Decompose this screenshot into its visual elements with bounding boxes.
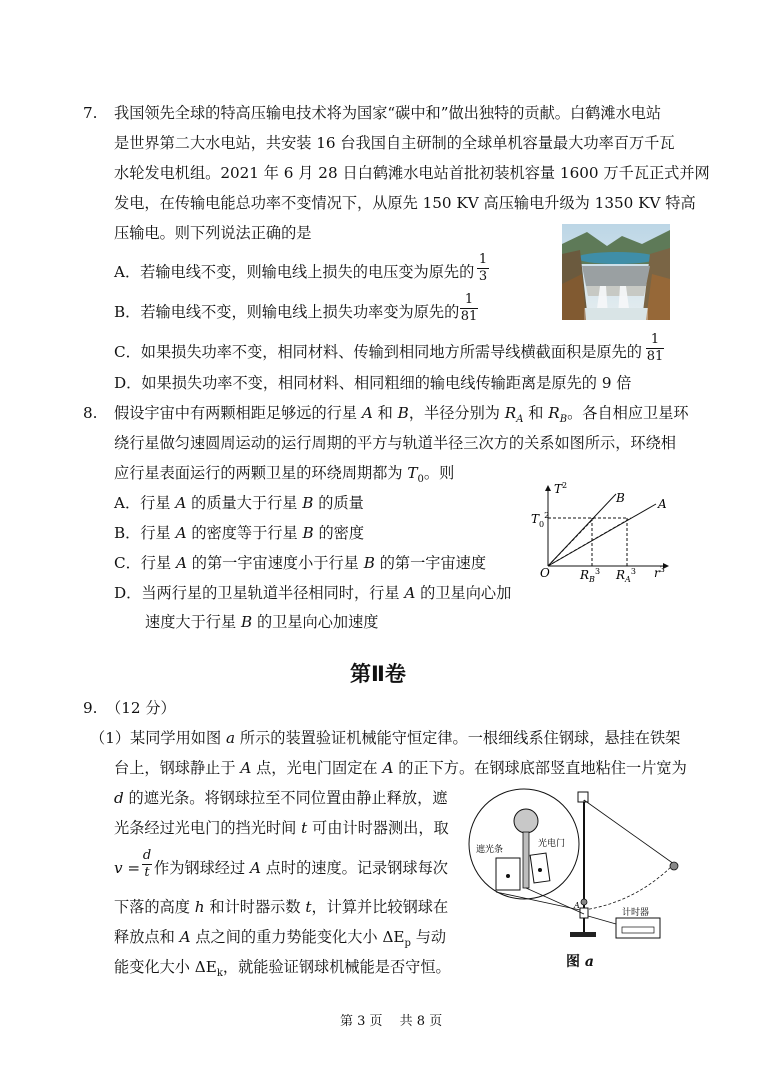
ra-label: $R_A^3$ <box>616 567 636 584</box>
page-footer: 第 3 页 共 8 页 <box>340 1014 443 1029</box>
timer-cable <box>588 916 616 924</box>
section-title: 第Ⅱ卷 <box>350 662 406 686</box>
q7-option-a: A．若输电线不变，则输电线上损失的电压变为原先的 <box>114 263 475 281</box>
x-axis-label: $r^3$ <box>654 565 665 580</box>
q9-score: （12 分） <box>106 699 176 717</box>
q7-option-b-fraction: 1 81 <box>460 292 478 324</box>
string-raised <box>584 800 674 864</box>
q9-para-line-5b: 作为钢球经过 A 点时的速度。记录钢球每次 <box>154 859 448 877</box>
q9-para-line-6: 下落的高度 h 和计时器示数 t，计算并比较钢球在 <box>114 898 449 916</box>
q8-option-c: C．行星 A 的第一宇宙速度小于行星 B 的第一宇宙速度 <box>114 554 487 572</box>
stand-base <box>570 932 596 937</box>
y-axis-label: $T^2$ <box>554 481 568 496</box>
label-shading-strip: 遮光条 <box>476 845 504 855</box>
label-photogate: 光电门 <box>538 839 566 849</box>
clamp-top <box>578 792 588 802</box>
q8-option-a: A．行星 A 的质量大于行星 B 的质量 <box>114 494 364 512</box>
q7-line-3: 水轮发电机组。2021 年 6 月 28 日白鹤滩水电站首批初装机容量 1600 万千瓦正式并网 <box>114 164 710 182</box>
figure-a <box>466 784 692 950</box>
line-a-label: A <box>658 497 667 511</box>
t0-label: $T_0^2$ <box>531 511 550 529</box>
label-timer: 计时器 <box>622 908 650 918</box>
origin-label: O <box>540 566 550 580</box>
q7-line-1: 我国领先全球的特高压输电技术将为国家“碳中和”做出独特的贡献。白鹤滩水电站 <box>114 104 662 122</box>
q7-option-b: B．若输电线不变，则输电线上损失功率变为原先的 <box>114 303 460 321</box>
q8-number: 8. <box>83 404 98 422</box>
q9-para-line-3: d 的遮光条。将钢球拉至不同位置由静止释放，遮 <box>114 789 448 807</box>
q9-velocity-fraction: d t <box>142 848 152 880</box>
swing-arc <box>584 864 674 910</box>
timer-display <box>622 927 654 933</box>
line-b-label: B <box>616 491 625 505</box>
q9-para-line-1: （1）某同学用如图 a 所示的装置验证机械能守恒定律。一根细线系住钢球，悬挂在铁架 <box>90 729 681 747</box>
figure-a-caption: 图 a <box>566 954 594 970</box>
line-b <box>548 494 616 566</box>
q7-option-c-fraction: 1 81 <box>646 332 664 364</box>
q7-option-d: D．如果损失功率不变，相同材料、相同粗细的输电线传输距离是原先的 9 倍 <box>114 374 632 392</box>
steel-ball-raised <box>670 862 678 870</box>
q7-option-a-fraction: 1 3 <box>478 252 488 284</box>
dam-photo <box>562 224 670 320</box>
q9-para-line-5: v = <box>114 859 141 877</box>
q8-line-1: 假设宇宙中有两颗相距足够远的行星 A 和 B，半径分别为 $R_A$ 和 $R_B$。各自相应卫星环 <box>114 404 689 426</box>
q7-number: 7. <box>83 104 98 122</box>
q8-option-d-line-2: 速度大于行星 B 的卫星向心加速度 <box>145 613 379 631</box>
gate-dot-left <box>506 874 510 878</box>
q8-line-3: 应行星表面运行的两颗卫星的环绕周期都为 $T_0$。则 <box>114 464 455 486</box>
q8-graph <box>528 480 674 586</box>
label-point-a: A <box>574 901 580 910</box>
q9-para-line-4: 光条经过光电门的挡光时间 t 可由计时器测出，取 <box>114 819 449 837</box>
shading-strip <box>523 832 529 888</box>
q9-number: 9. <box>83 699 98 717</box>
rb-label: $R_B^3$ <box>580 567 601 584</box>
steel-ball-rest <box>581 899 587 905</box>
q8-option-d-line-1: D．当两行星的卫星轨道半径相同时，行星 A 的卫星向心加 <box>114 584 512 602</box>
q7-option-c: C．如果损失功率不变，相同材料、传输到相同地方所需导线横截面积是原先的 <box>114 343 642 361</box>
q9-para-line-2: 台上，钢球静止于 A 点，光电门固定在 A 的正下方。在钢球底部竖直地粘住一片宽为 <box>114 759 687 777</box>
steel-ball-zoom <box>514 809 538 833</box>
q7-line-5: 压输电。则下列说法正确的是 <box>114 224 312 242</box>
q8-line-2: 绕行星做匀速圆周运动的运行周期的平方与轨道半径三次方的关系如图所示，环绕相 <box>114 434 676 452</box>
q7-line-2: 是世界第二大水电站，共安装 16 台我国自主研制的全球单机容量最大功率百万千瓦 <box>114 134 675 152</box>
q9-para-line-8: 能变化大小 $\Delta E_k$，就能验证钢球机械能是否守恒。 <box>114 958 451 980</box>
q8-option-b: B．行星 A 的密度等于行星 B 的密度 <box>114 524 365 542</box>
q7-line-4: 发电，在传输电能总功率不变情况下，从原先 150 KV 高压输电升级为 1350 KV 特高 <box>114 194 696 212</box>
zoom-line-2 <box>496 892 580 910</box>
q9-para-line-7: 释放点和 A 点之间的重力势能变化大小 $\Delta E_p$ 与动 <box>114 928 447 950</box>
gate-dot-right <box>538 868 542 872</box>
